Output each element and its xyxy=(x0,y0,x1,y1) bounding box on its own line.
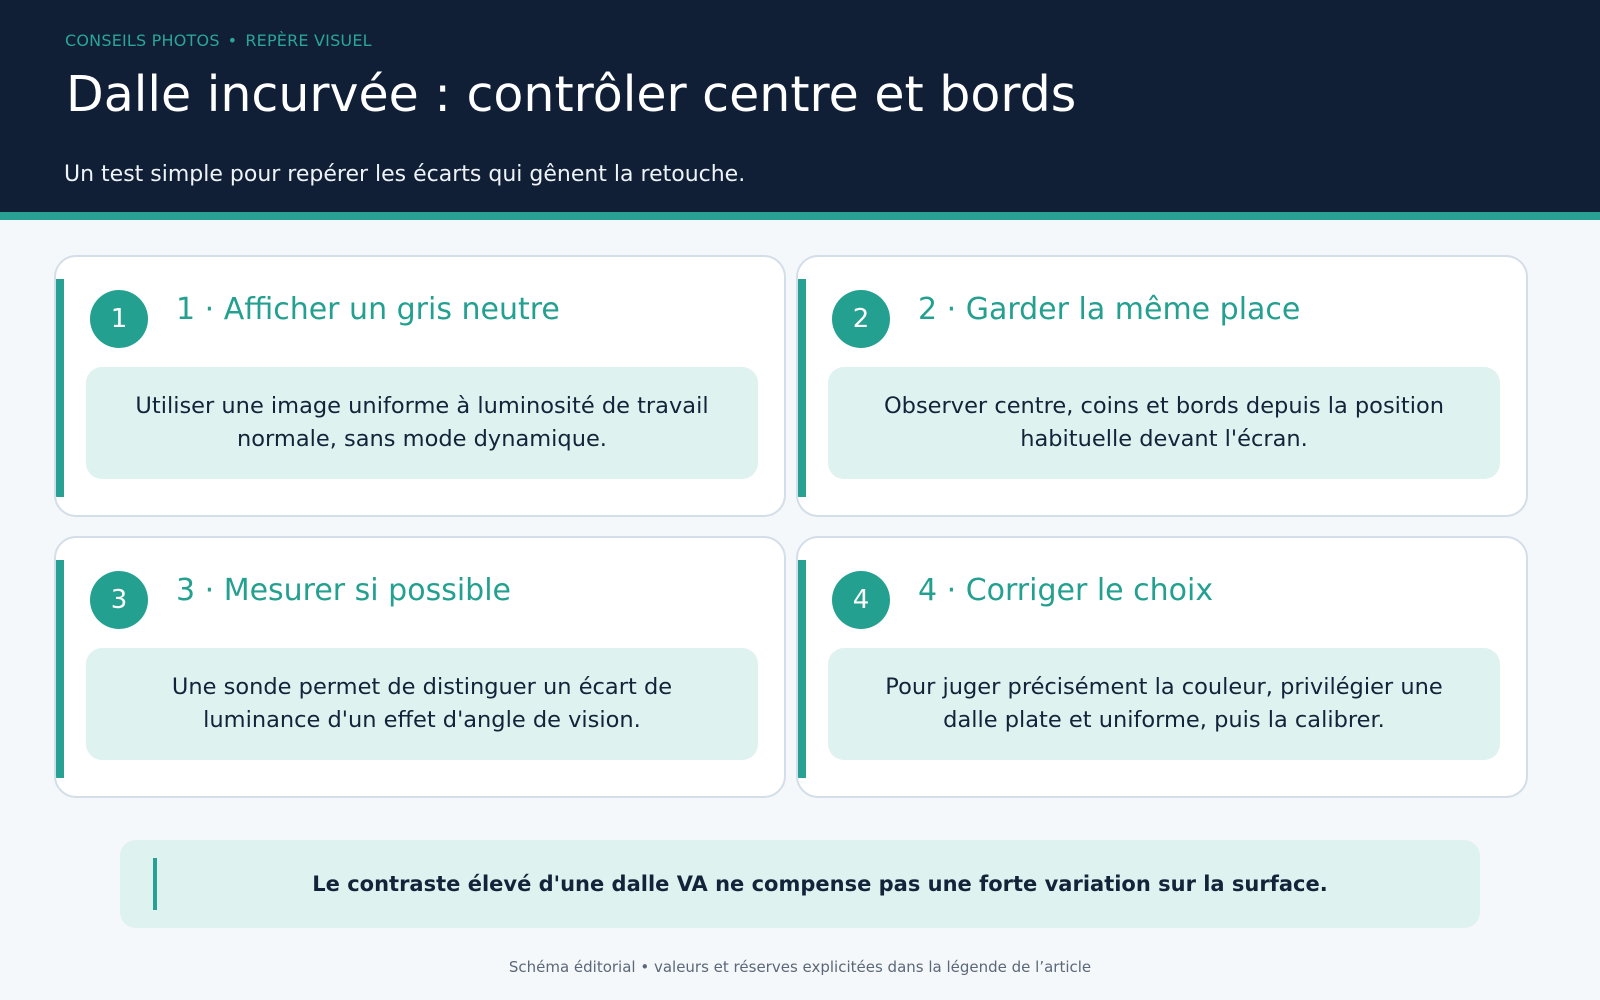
card-accent-bar xyxy=(56,560,64,778)
callout-accent-bar xyxy=(153,858,157,910)
card-accent-bar xyxy=(798,279,806,497)
step-title: 1 · Afficher un gris neutre xyxy=(176,292,560,327)
page-title: Dalle incurvée : contrôler centre et bords xyxy=(66,66,1077,123)
callout-note xyxy=(120,840,1480,928)
kicker-label: REPÈRE VISUEL xyxy=(245,31,372,50)
step-description: Observer centre, coins et bords depuis la position habituelle devant l'écran. xyxy=(828,367,1500,479)
footer-caption: Schéma éditorial • valeurs et réserves explicitées dans la légende de l’article xyxy=(508,958,1092,976)
step-card-1 xyxy=(54,255,786,517)
step-description: Utiliser une image uniforme à luminosité de travail normale, sans mode dynamique. xyxy=(86,367,758,479)
card-accent-bar xyxy=(56,279,64,497)
step-description: Une sonde permet de distinguer un écart de luminance d'un effet d'angle de vision. xyxy=(86,648,758,760)
step-number-badge: 2 xyxy=(832,290,890,348)
header-banner xyxy=(0,0,1600,220)
kicker xyxy=(65,31,372,50)
step-title: 4 · Corriger le choix xyxy=(918,573,1214,608)
step-card-2 xyxy=(796,255,1528,517)
step-card-4 xyxy=(796,536,1528,798)
callout-text: Le contraste élevé d'une dalle VA ne compense pas une forte variation sur la surface. xyxy=(312,872,1328,896)
kicker-category: CONSEILS PHOTOS xyxy=(65,31,220,50)
step-number-badge: 1 xyxy=(90,290,148,348)
step-number-badge: 3 xyxy=(90,571,148,629)
step-title: 3 · Mesurer si possible xyxy=(176,573,512,608)
step-title: 2 · Garder la même place xyxy=(918,292,1301,327)
step-card-3 xyxy=(54,536,786,798)
card-accent-bar xyxy=(798,560,806,778)
page-subtitle: Un test simple pour repérer les écarts qui gênent la retouche. xyxy=(64,162,746,187)
kicker-separator: • xyxy=(227,31,238,50)
step-description: Pour juger précisément la couleur, privilégier une dalle plate et uniforme, puis la calibrer. xyxy=(828,648,1500,760)
step-number-badge: 4 xyxy=(832,571,890,629)
